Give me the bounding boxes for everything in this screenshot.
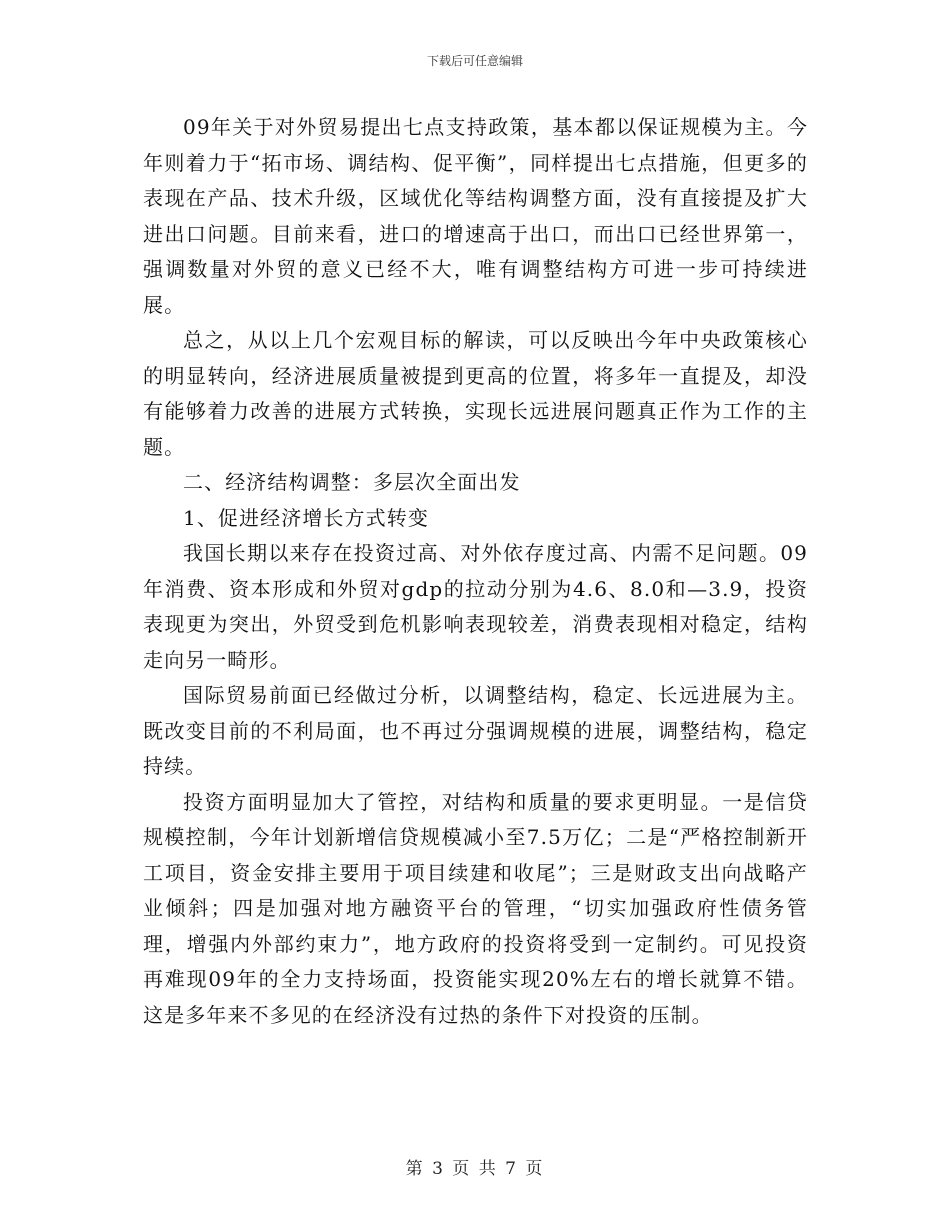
paragraph-summary: 总之，从以上几个宏观目标的解读，可以反映出今年中央政策核心的明显转向，经济进展质量被提到更高的位置，将多年一直提及，却没有能够着力改善的进展方式转换，实现长远进展问题真正作为工作的主题。 bbox=[143, 328, 808, 459]
document-body bbox=[143, 110, 808, 1033]
paragraph-investment-control: 投资方面明显加大了管控，对结构和质量的要求更明显。一是信贷规模控制，今年计划新增信贷规模减小至7.5万亿；二是“严格控制新开工项目，资金安排主要用于项目续建和收尾”；三是财政支出向战略产业倾斜；四是加强对地方融资平台的管理，“切实加强政府性债务管理，增强内外部约束力”，地方政府的投资将受到一定制约。可见投资再难现09年的全力支持场面，投资能实现20%左右的增长就算不错。这是多年来不多见的在经济没有过热的条件下对投资的压制。 bbox=[143, 789, 808, 1027]
header-note: 下载后可任意编辑 bbox=[426, 54, 523, 68]
paragraph-foreign-trade-policy: 09年关于对外贸易提出七点支持政策，基本都以保证规模为主。今年则着力于“拓市场、调结构、促平衡”，同样提出七点措施，但更多的表现在产品、技术升级，区域优化等结构调整方面，没有直接提及扩大进出口问题。目前来看，进口的增速高于出口，而出口已经世界第一，强调数量对外贸的意义已经不大，唯有调整结构方可进一步可持续进展。 bbox=[143, 115, 808, 317]
paragraph-international-trade: 国际贸易前面已经做过分析，以调整结构，稳定、长远进展为主。既改变目前的不利局面，也不再过分强调规模的进展，调整结构，稳定持续。 bbox=[143, 683, 808, 778]
paragraph-investment-dependency: 我国长期以来存在投资过高、对外依存度过高、内需不足问题。09年消费、资本形成和外贸对gdp的拉动分别为4.6、8.0和—3.9，投资表现更为突出，外贸受到危机影响表现较差，消费表现相对稳定，结构走向另一畸形。 bbox=[143, 541, 808, 672]
page-number-footer: 第 3 页 共 7 页 bbox=[405, 1159, 545, 1179]
section-heading-structure-adjustment: 二、经济结构调整：多层次全面出发 bbox=[183, 470, 521, 494]
subsection-heading-growth-mode: 1、促进经济增长方式转变 bbox=[183, 505, 429, 530]
